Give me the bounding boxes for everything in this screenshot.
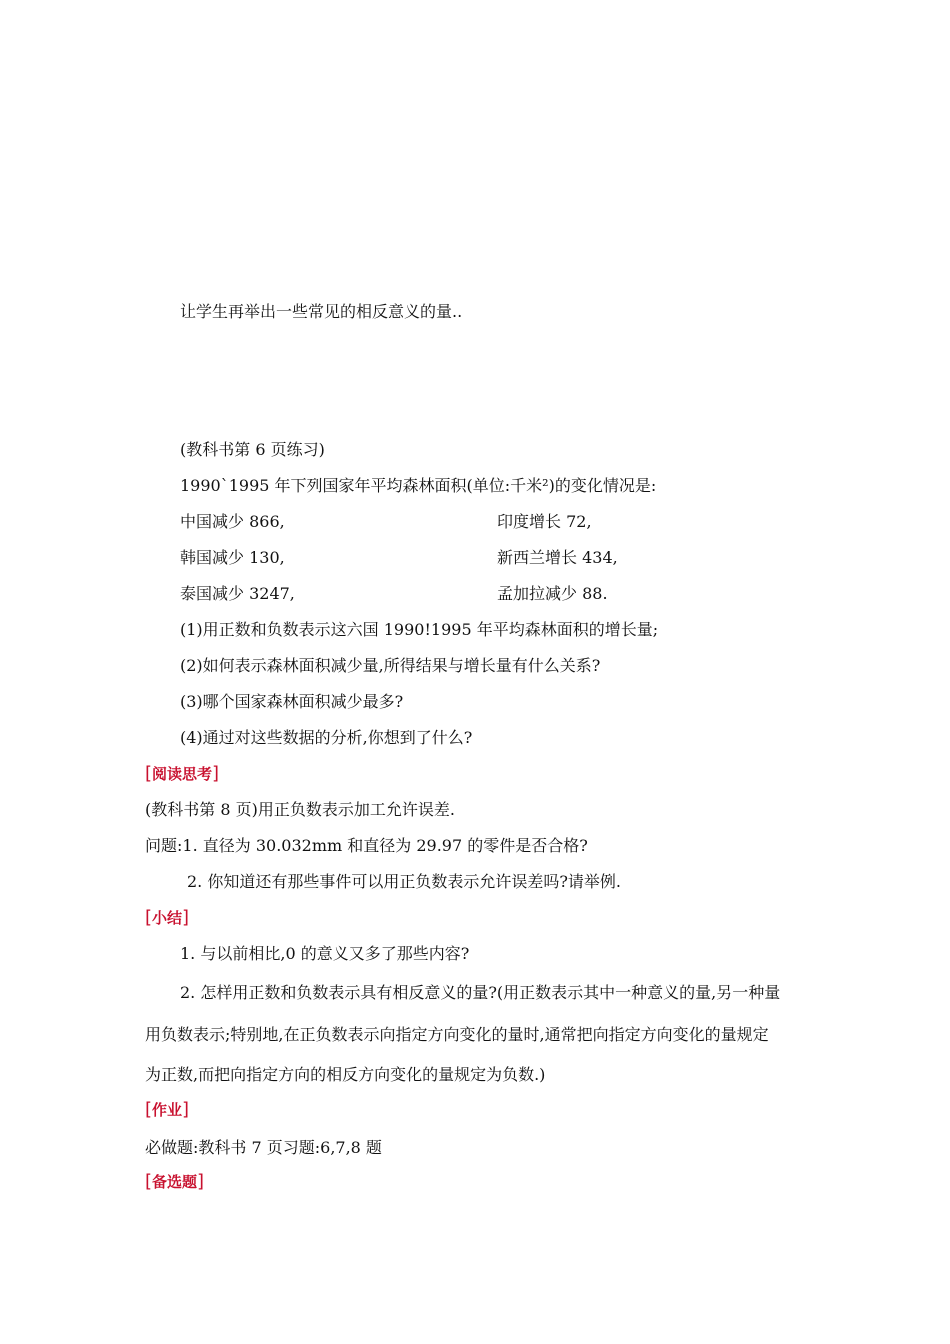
exercise-item: (1)用正数和负数表示这六国 1990!1995 年平均森林面积的增长量;	[180, 620, 659, 639]
exercise-question: 1990`1995 年下列国家年平均森林面积(单位:千米²)的变化情况是:	[180, 476, 657, 495]
data-row	[180, 584, 608, 604]
summary-line: 2. 怎样用正数和负数表示具有相反意义的量?(用正数表示其中一种意义的量,另一种量	[180, 983, 781, 1002]
intro-line: 让学生再举出一些常见的相反意义的量..	[180, 302, 463, 321]
data-row	[180, 512, 592, 532]
section-heading-optional: [备选题]	[145, 1171, 205, 1192]
data-row	[180, 548, 618, 568]
exercise-item: (3)哪个国家森林面积减少最多?	[180, 692, 404, 711]
exercise-item: (2)如何表示森林面积减少量,所得结果与增长量有什么关系?	[180, 656, 601, 675]
data-cell: 新西兰增长 434,	[497, 548, 618, 567]
heading-text: 作业	[152, 1101, 183, 1119]
reading-line: (教科书第 8 页)用正负数表示加工允许误差.	[145, 800, 455, 819]
section-heading-reading: [阅读思考]	[145, 763, 220, 784]
reading-line: 2. 你知道还有那些事件可以用正负数表示允许误差吗?请举例.	[187, 872, 622, 891]
data-cell: 中国减少 866,	[180, 512, 285, 531]
summary-line: 用负数表示;特别地,在正负数表示向指定方向变化的量时,通常把向指定方向变化的量规定	[145, 1025, 769, 1044]
exercise-item: (4)通过对这些数据的分析,你想到了什么?	[180, 728, 473, 747]
exercise-source: (教科书第 6 页练习)	[180, 440, 325, 459]
summary-line: 1. 与以前相比,0 的意义又多了那些内容?	[180, 944, 470, 963]
heading-text: 备选题	[152, 1173, 198, 1191]
heading-text: 阅读思考	[152, 765, 213, 783]
homework-line: 必做题:教科书 7 页习题:6,7,8 题	[145, 1138, 382, 1157]
section-heading-homework: [作业]	[145, 1099, 190, 1120]
data-cell: 印度增长 72,	[497, 512, 592, 531]
data-cell: 孟加拉减少 88.	[497, 584, 608, 603]
data-cell: 韩国减少 130,	[180, 548, 285, 567]
summary-line: 为正数,而把向指定方向的相反方向变化的量规定为负数.)	[145, 1065, 546, 1084]
data-cell: 泰国减少 3247,	[180, 584, 295, 603]
heading-text: 小结	[152, 909, 183, 927]
section-heading-summary: [小结]	[145, 907, 190, 928]
reading-line: 问题:1. 直径为 30.032mm 和直径为 29.97 的零件是否合格?	[145, 836, 588, 855]
